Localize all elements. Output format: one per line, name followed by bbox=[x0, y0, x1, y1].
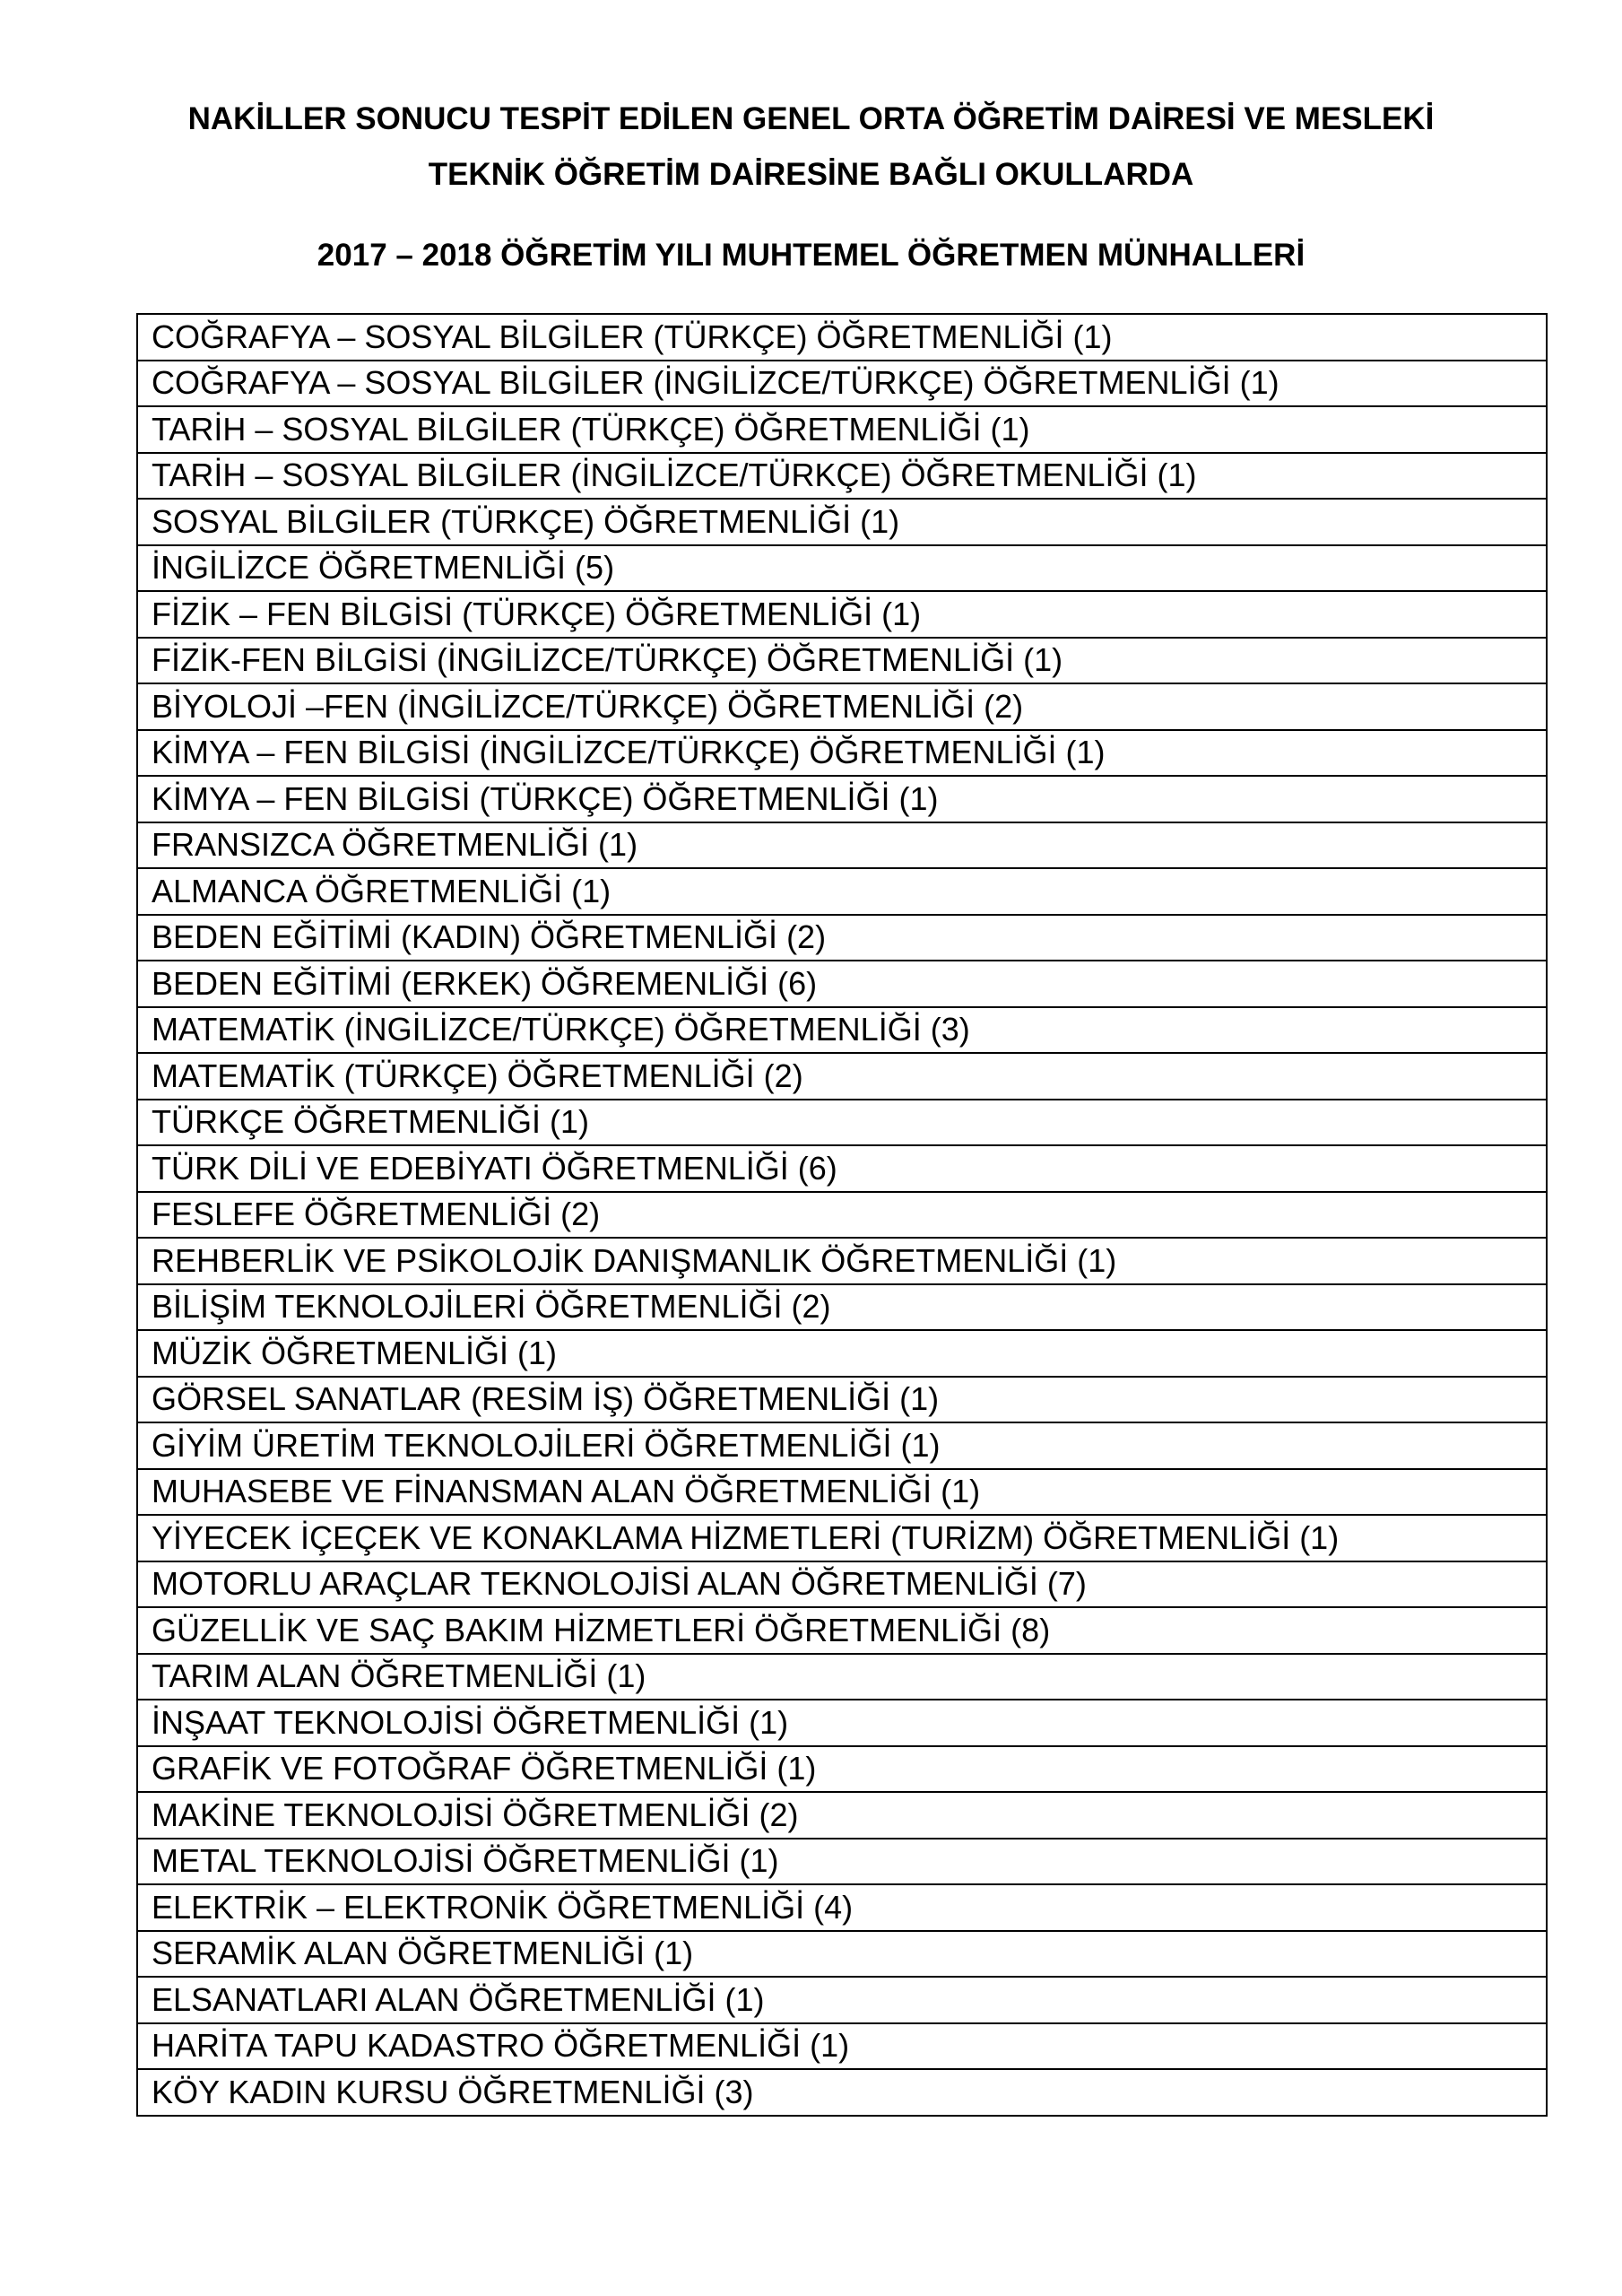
table-row bbox=[137, 1884, 1547, 1931]
table-row bbox=[137, 915, 1547, 961]
vacancy-cell: SERAMİK ALAN ÖĞRETMENLİĞİ (1) bbox=[137, 1931, 1547, 1978]
document-title-line-1: NAKİLLER SONUCU TESPİT EDİLEN GENEL ORTA ÖĞRETİM DAİRESİ VE MESLEKİ bbox=[187, 101, 1435, 136]
vacancy-cell: ELEKTRİK – ELEKTRONİK ÖĞRETMENLİĞİ (4) bbox=[137, 1884, 1547, 1931]
table-row bbox=[137, 1792, 1547, 1839]
document-subtitle: 2017 – 2018 ÖĞRETİM YILI MUHTEMEL ÖĞRETMEN MÜNHALLERİ bbox=[317, 238, 1305, 273]
vacancy-cell: GÜZELLİK VE SAÇ BAKIM HİZMETLERİ ÖĞRETMENLİĞİ (8) bbox=[137, 1607, 1547, 1654]
document-title-line-2: TEKNİK ÖĞRETİM DAİRESİNE BAĞLI OKULLARDA bbox=[428, 157, 1194, 192]
vacancy-cell: MOTORLU ARAÇLAR TEKNOLOJİSİ ALAN ÖĞRETMENLİĞİ (7) bbox=[137, 1561, 1547, 1608]
table-row bbox=[137, 453, 1547, 500]
table-row bbox=[137, 1100, 1547, 1146]
table-row bbox=[137, 1330, 1547, 1377]
vacancy-cell: MÜZİK ÖĞRETMENLİĞİ (1) bbox=[137, 1330, 1547, 1377]
vacancy-cell: BİLİŞİM TEKNOLOJİLERİ ÖĞRETMENLİĞİ (2) bbox=[137, 1284, 1547, 1331]
table-row bbox=[137, 868, 1547, 915]
vacancy-cell: ELSANATLARI ALAN ÖĞRETMENLİĞİ (1) bbox=[137, 1977, 1547, 2023]
vacancy-cell: BEDEN EĞİTİMİ (ERKEK) ÖĞREMENLİĞİ (6) bbox=[137, 961, 1547, 1007]
vacancy-cell: GİYİM ÜRETİM TEKNOLOJİLERİ ÖĞRETMENLİĞİ (1) bbox=[137, 1422, 1547, 1469]
table-row bbox=[137, 638, 1547, 684]
table-row bbox=[137, 1654, 1547, 1700]
table-row bbox=[137, 822, 1547, 869]
vacancy-cell: GRAFİK VE FOTOĞRAF ÖĞRETMENLİĞİ (1) bbox=[137, 1746, 1547, 1793]
vacancy-cell: İNGİLİZCE ÖĞRETMENLİĞİ (5) bbox=[137, 545, 1547, 592]
vacancy-cell: MAKİNE TEKNOLOJİSİ ÖĞRETMENLİĞİ (2) bbox=[137, 1792, 1547, 1839]
table-row bbox=[137, 2023, 1547, 2070]
vacancy-cell: FİZİK-FEN BİLGİSİ (İNGİLİZCE/TÜRKÇE) ÖĞRETMENLİĞİ (1) bbox=[137, 638, 1547, 684]
table-row bbox=[137, 1422, 1547, 1469]
table-row bbox=[137, 1977, 1547, 2023]
vacancy-cell: MATEMATİK (İNGİLİZCE/TÜRKÇE) ÖĞRETMENLİĞİ (3) bbox=[137, 1007, 1547, 1054]
vacancy-cell: COĞRAFYA – SOSYAL BİLGİLER (TÜRKÇE) ÖĞRETMENLİĞİ (1) bbox=[137, 314, 1547, 361]
vacancy-cell: METAL TEKNOLOJİSİ ÖĞRETMENLİĞİ (1) bbox=[137, 1839, 1547, 1885]
vacancy-cell: TARİH – SOSYAL BİLGİLER (İNGİLİZCE/TÜRKÇE) ÖĞRETMENLİĞİ (1) bbox=[137, 453, 1547, 500]
table-row bbox=[137, 2069, 1547, 2116]
vacancy-cell: MUHASEBE VE FİNANSMAN ALAN ÖĞRETMENLİĞİ (1) bbox=[137, 1469, 1547, 1516]
table-row bbox=[137, 1700, 1547, 1746]
table-row bbox=[137, 1053, 1547, 1100]
vacancy-table-body bbox=[137, 314, 1547, 2116]
table-row bbox=[137, 961, 1547, 1007]
table-row bbox=[137, 1284, 1547, 1331]
vacancy-cell: GÖRSEL SANATLAR (RESİM İŞ) ÖĞRETMENLİĞİ (1) bbox=[137, 1377, 1547, 1423]
vacancy-cell: FİZİK – FEN BİLGİSİ (TÜRKÇE) ÖĞRETMENLİĞİ (1) bbox=[137, 591, 1547, 638]
table-row bbox=[137, 1839, 1547, 1885]
table-row bbox=[137, 591, 1547, 638]
vacancy-cell: HARİTA TAPU KADASTRO ÖĞRETMENLİĞİ (1) bbox=[137, 2023, 1547, 2070]
table-row bbox=[137, 1238, 1547, 1284]
table-row bbox=[137, 361, 1547, 407]
vacancy-cell: COĞRAFYA – SOSYAL BİLGİLER (İNGİLİZCE/TÜRKÇE) ÖĞRETMENLİĞİ (1) bbox=[137, 361, 1547, 407]
vacancy-cell: TÜRKÇE ÖĞRETMENLİĞİ (1) bbox=[137, 1100, 1547, 1146]
table-row bbox=[137, 314, 1547, 361]
table-row bbox=[137, 1561, 1547, 1608]
vacancy-cell: İNŞAAT TEKNOLOJİSİ ÖĞRETMENLİĞİ (1) bbox=[137, 1700, 1547, 1746]
vacancy-cell: YİYECEK İÇEÇEK VE KONAKLAMA HİZMETLERİ (TURİZM) ÖĞRETMENLİĞİ (1) bbox=[137, 1515, 1547, 1561]
vacancy-cell: FESLEFE ÖĞRETMENLİĞİ (2) bbox=[137, 1192, 1547, 1239]
vacancy-cell: KİMYA – FEN BİLGİSİ (İNGİLİZCE/TÜRKÇE) ÖĞRETMENLİĞİ (1) bbox=[137, 730, 1547, 777]
vacancy-cell: TÜRK DİLİ VE EDEBİYATI ÖĞRETMENLİĞİ (6) bbox=[137, 1145, 1547, 1192]
table-row bbox=[137, 1515, 1547, 1561]
vacancy-cell: ALMANCA ÖĞRETMENLİĞİ (1) bbox=[137, 868, 1547, 915]
table-row bbox=[137, 1931, 1547, 1978]
table-row bbox=[137, 683, 1547, 730]
vacancy-cell: KÖY KADIN KURSU ÖĞRETMENLİĞİ (3) bbox=[137, 2069, 1547, 2116]
vacancy-cell: TARİH – SOSYAL BİLGİLER (TÜRKÇE) ÖĞRETMENLİĞİ (1) bbox=[137, 406, 1547, 453]
table-row bbox=[137, 730, 1547, 777]
vacancy-cell: TARIM ALAN ÖĞRETMENLİĞİ (1) bbox=[137, 1654, 1547, 1700]
table-row bbox=[137, 499, 1547, 545]
table-row bbox=[137, 406, 1547, 453]
vacancy-cell: FRANSIZCA ÖĞRETMENLİĞİ (1) bbox=[137, 822, 1547, 869]
table-row bbox=[137, 1007, 1547, 1054]
vacancy-table bbox=[136, 313, 1548, 2117]
vacancy-cell: KİMYA – FEN BİLGİSİ (TÜRKÇE) ÖĞRETMENLİĞİ (1) bbox=[137, 776, 1547, 822]
vacancy-cell: MATEMATİK (TÜRKÇE) ÖĞRETMENLİĞİ (2) bbox=[137, 1053, 1547, 1100]
vacancy-cell: SOSYAL BİLGİLER (TÜRKÇE) ÖĞRETMENLİĞİ (1) bbox=[137, 499, 1547, 545]
table-row bbox=[137, 1377, 1547, 1423]
vacancy-cell: REHBERLİK VE PSİKOLOJİK DANIŞMANLIK ÖĞRETMENLİĞİ (1) bbox=[137, 1238, 1547, 1284]
table-row bbox=[137, 1607, 1547, 1654]
table-row bbox=[137, 545, 1547, 592]
table-row bbox=[137, 1469, 1547, 1516]
vacancy-cell: BİYOLOJİ –FEN (İNGİLİZCE/TÜRKÇE) ÖĞRETMENLİĞİ (2) bbox=[137, 683, 1547, 730]
table-row bbox=[137, 1746, 1547, 1793]
vacancy-cell: BEDEN EĞİTİMİ (KADIN) ÖĞRETMENLİĞİ (2) bbox=[137, 915, 1547, 961]
table-row bbox=[137, 776, 1547, 822]
table-row bbox=[137, 1192, 1547, 1239]
table-row bbox=[137, 1145, 1547, 1192]
